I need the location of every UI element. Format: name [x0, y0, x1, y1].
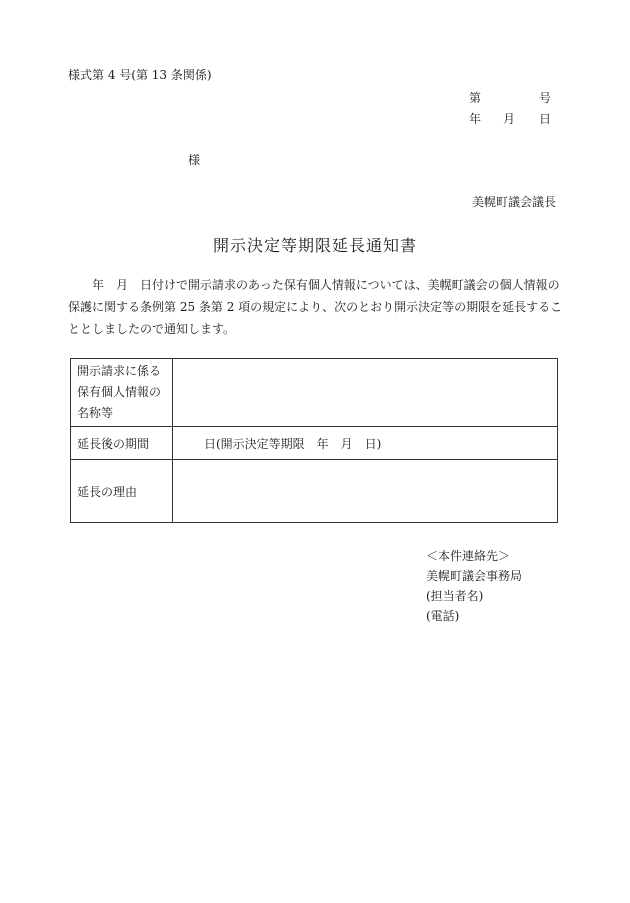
table-label-info-name: [71, 359, 173, 427]
table-label-line: 名称等: [77, 406, 114, 420]
body-line: ととしましたので通知します。: [68, 322, 236, 336]
table-label-reason: 延長の理由: [71, 460, 173, 523]
table-row: [71, 359, 558, 427]
table-label-extended-period: 延長後の期間: [71, 427, 173, 460]
body-text: [68, 274, 563, 340]
date-month: 月: [503, 112, 516, 126]
contact-office: 美幌町議会事務局: [426, 569, 523, 583]
contact-phone: (電話): [426, 609, 460, 623]
document-title: 開示決定等期限延長通知書: [212, 236, 417, 255]
sender-name: 美幌町議会議長: [472, 195, 557, 209]
body-line: 保護に関する条例第 25 条第 2 項の規定により、次のとおり開示決定等の期限を延長するこ: [68, 300, 563, 314]
table-value-reason: [173, 460, 558, 523]
body-line: 年 月 日付けで開示請求のあった保有個人情報については、美幌町議会の個人情報の: [80, 278, 560, 292]
table-value-info-name: [173, 359, 558, 427]
table-row: [71, 460, 558, 523]
document-number-suffix: 号: [539, 91, 552, 105]
date-year: 年: [469, 112, 482, 126]
document-number-prefix: 第: [469, 91, 482, 105]
info-table: [70, 358, 558, 523]
date-day: 日: [539, 112, 552, 126]
contact-heading: ＜本件連絡先＞: [426, 549, 511, 563]
table-label-line: 保有個人情報の: [77, 385, 162, 399]
contact-block: [426, 546, 522, 626]
table-row: [71, 427, 558, 460]
addressee-honorific: 様: [188, 153, 201, 167]
contact-person: (担当者名): [426, 589, 484, 603]
form-label: 様式第 4 号(第 13 条関係): [68, 68, 212, 82]
table-label-line: 開示請求に係る: [77, 364, 162, 378]
table-value-extended-period: 日(開示決定等期限 年 月 日): [173, 427, 558, 460]
